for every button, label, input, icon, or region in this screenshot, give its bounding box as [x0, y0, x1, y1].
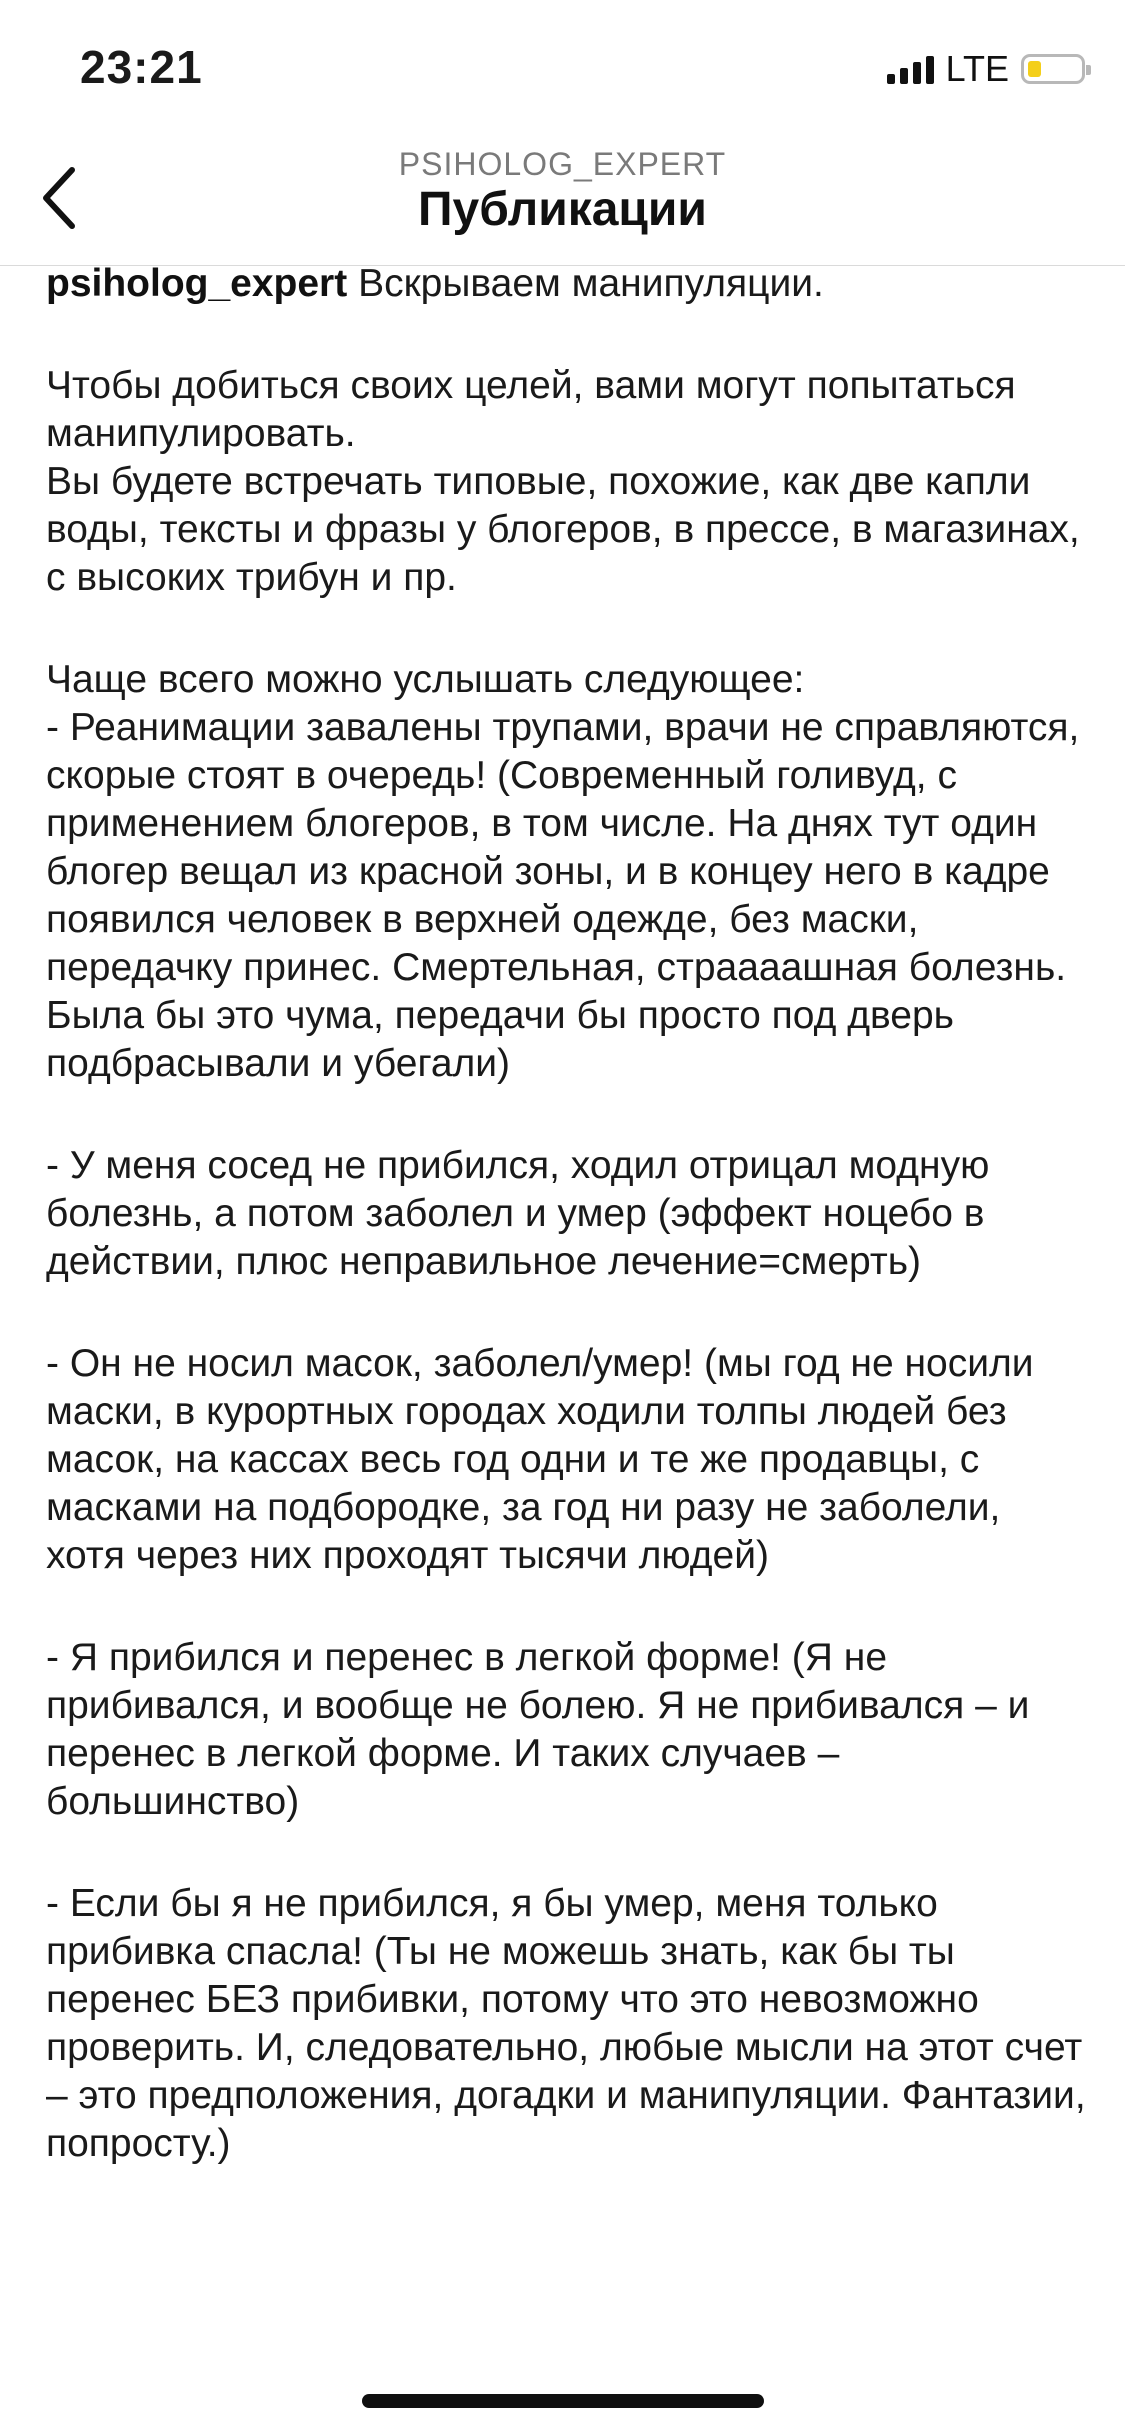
header-username: PSIHOLOG_EXPERT	[398, 146, 727, 182]
caption-paragraph: Чтобы добиться своих целей, вами могут попытаться манипулировать.	[46, 364, 1027, 455]
navigation-header	[0, 140, 1125, 266]
caption-paragraph: - У меня сосед не прибился, ходил отрицал модную болезнь, а потом заболел и умер (эффект ноцебо в действии, плюс неправильное лечение=смерть)	[46, 1144, 1001, 1283]
caption-paragraph: Чаще всего можно услышать следующее:	[46, 658, 805, 701]
caption-paragraph: - Он не носил масок, заболел/умер! (мы год не носили маски, в курортных городах ходили толпы людей без масок, на кассах весь год одни и те же продавцы, с масками на подбородке, за год ни разу не заболели, хотя через них проходят тысячи людей)	[46, 1342, 1045, 1577]
home-indicator[interactable]	[362, 2394, 764, 2408]
caption-paragraph: - Реанимации завалены трупами, врачи не справляются, скорые стоят в очередь! (Современный голивуд, с применением блогеров, в том числе. На днях тут один блогер вещал из красной зоны, и в концеу него в кадре появился человек в верхней одежде, без маски, передачку принес. Смертельная, страааашная болезнь. Была бы это чума, передачи бы просто под дверь подбрасывали и убегали)	[46, 706, 1091, 1085]
caption-paragraph: - Если бы я не прибился, я бы умер, меня только прибивка спасла! (Ты не можешь знать, как бы ты перенес БЕЗ прибивки, потому что это невозможно проверить. И, следовательно, любые мысли на этот счет – это предположения, догадки и манипуляции. Фантазии, попросту.)	[46, 1882, 1097, 2165]
signal-strength-icon	[887, 54, 934, 84]
caption-paragraph: - Я прибился и перенес в легкой форме! (Я не прибивался, и вообще не болею. Я не прибивался – и перенес в легкой форме. И таких случаев – большинство)	[46, 1636, 1041, 1823]
caption-first-line	[46, 260, 1086, 308]
post-author-username[interactable]: psiholog_expert	[46, 262, 348, 305]
caption-intro: Вскрываем манипуляции.	[358, 262, 824, 305]
caption-paragraph: Вы будете встречать типовые, похожие, как две капли воды, тексты и фразы у блогеров, в прессе, в магазинах, с высоких трибун и пр.	[46, 460, 1091, 599]
post-caption	[46, 260, 1097, 2168]
status-time: 23:21	[80, 41, 203, 93]
page-title: Публикации	[418, 183, 707, 236]
network-type: LTE	[945, 48, 1009, 89]
status-indicators	[887, 48, 1085, 90]
battery-icon	[1021, 54, 1085, 84]
status-bar	[0, 0, 1125, 140]
